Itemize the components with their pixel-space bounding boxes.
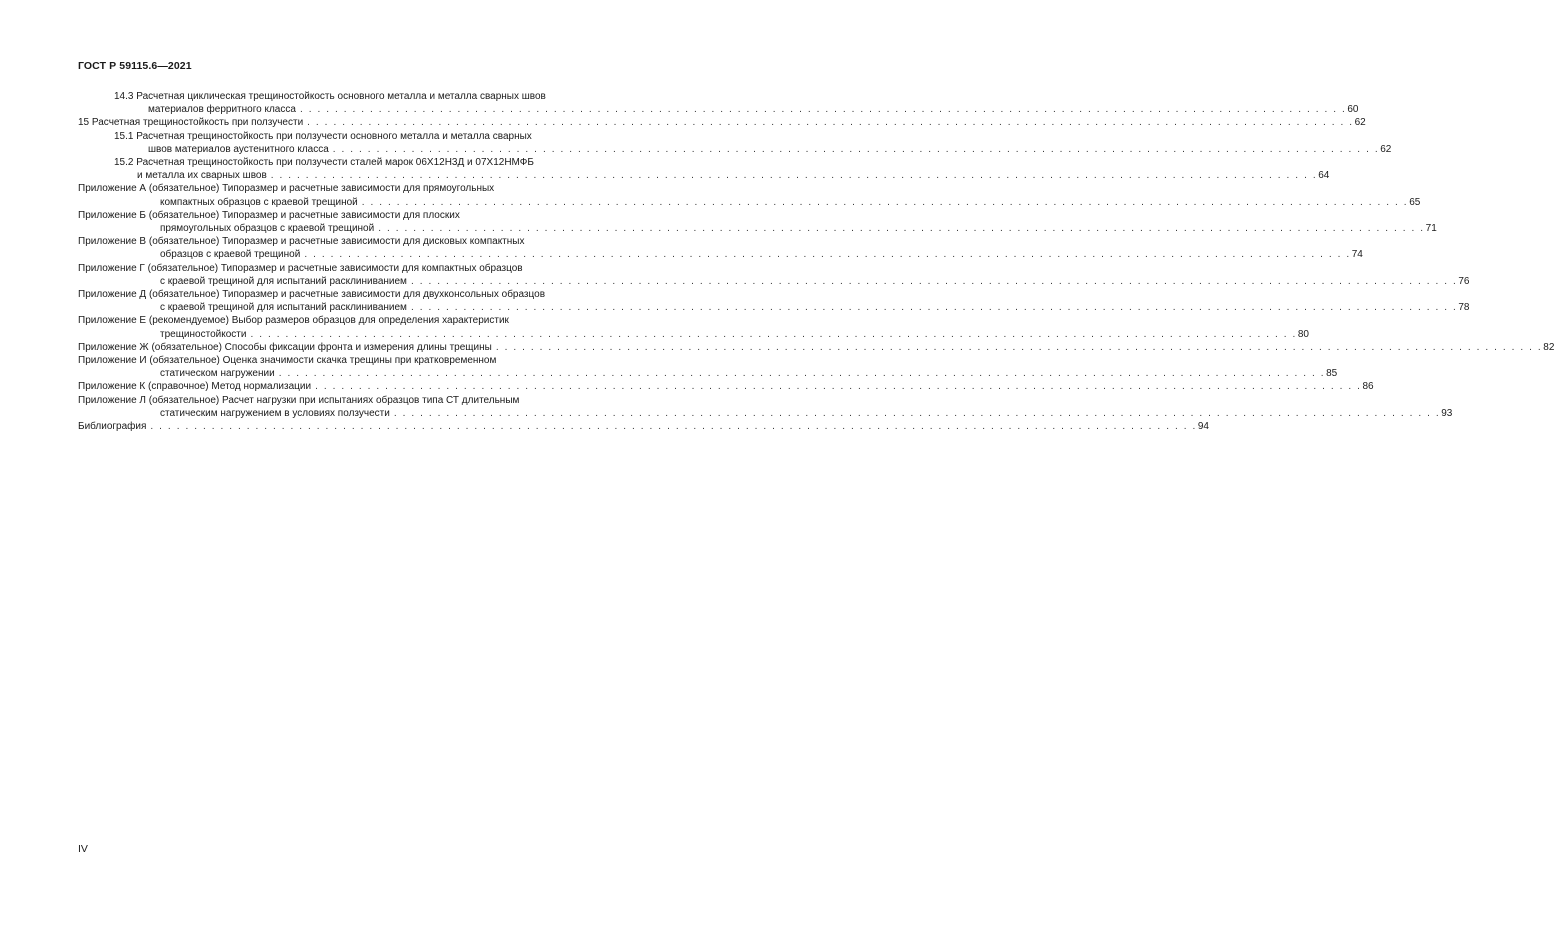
toc-page-number: 85 (1326, 368, 1338, 380)
toc-page-number: 64 (1318, 170, 1330, 182)
dot-leader: . . . . . . . . . . . . . . . . . . . . . . . . . . . . . . . . . . . . . . . . . . . . . . . . . . . . . . . . . . . . . . . . . . . . . . . . . . . . . . . . . . . . . . . . . . . . . . . . . . . . . . . . . . . . . . . . . . . . . . . . (378, 223, 1425, 235)
dot-leader: . . . . . . . . . . . . . . . . . . . . . . . . . . . . . . . . . . . . . . . . . . . . . . . . . . . . . . . . . . . . . . . . . . . . . . . . . . . . . . . . . . . . . . . . . . . . . . . . . . . . . . . . . . . . . . . . . . . . . . . . (410, 275, 1458, 287)
toc-entry-text: Приложение И (обязательное) Оценка значимости скачка трещины при кратковременном (78, 355, 497, 367)
toc-page-number: 93 (1441, 407, 1453, 419)
dot-leader: . . . . . . . . . . . . . . . . . . . . . . . . . . . . . . . . . . . . . . . . . . . . . . . . . . . . . . . . . . . . . . . . . . . . . . . . . . . . . . . . . . . . . . . . . . . . . . . . . . . . . . . . . . . . . . . . . . . . . . . . (307, 117, 1354, 129)
toc-entry-text: Приложение К (справочное) Метод нормализации (78, 381, 312, 393)
dot-leader: . . . . . . . . . . . . . . . . . . . . . . . . . . . . . . . . . . . . . . . . . . . . . . . . . . . . . . . . . . . . . . . . . . . . . . . . . . . . . . . . . . . . . . . . . . . . . . . . . . . . . . . . . . . . . . . . . . . . . . . . (250, 328, 1297, 340)
toc-page-number: 78 (1458, 302, 1470, 314)
toc-page-number: 60 (1347, 104, 1359, 116)
toc-entry-text: статическом нагружении (160, 368, 275, 380)
toc-entry-text: трещиностойкости (160, 328, 247, 340)
dot-leader: . . . . . . . . . . . . . . . . . . . . . . . . . . . . . . . . . . . . . . . . . . . . . . . . . . . . . . . . . . . . . . . . . . . . . . . . . . . . . . . . . . . . . . . . . . . . . . . . . . . . . . . . . . . . . . . . . . . . . . . . (270, 170, 1318, 182)
dot-leader: . . . . . . . . . . . . . . . . . . . . . . . . . . . . . . . . . . . . . . . . . . . . . . . . . . . . . . . . . . . . . . . . . . . . . . . . . . . . . . . . . . . . . . . . . . . . . . . . . . . . . . . . . . . . . . . . . . . . . . . . (304, 249, 1351, 261)
toc-entry-text: Приложение Е (рекомендуемое) Выбор размеров образцов для определения характеристик (78, 315, 509, 327)
toc-entry-text: Приложение А (обязательное) Типоразмер и расчетные зависимости для прямоугольных (78, 183, 495, 195)
toc-entry[interactable] (78, 156, 1330, 182)
dot-leader: . . . . . . . . . . . . . . . . . . . . . . . . . . . . . . . . . . . . . . . . . . . . . . . . . . . . . . . . . . . . . . . . . . . . . . . . . . . . . . . . . . . . . . . . . . . . . . . . . . . . . . . . . . . . . . . . . . . . . . . . (393, 407, 1441, 419)
toc-entry[interactable] (78, 314, 1309, 340)
toc-entry-text: Приложение В (обязательное) Типоразмер и расчетные зависимости для дисковых компактных (78, 236, 525, 248)
dot-leader: . . . . . . . . . . . . . . . . . . . . . . . . . . . . . . . . . . . . . . . . . . . . . . . . . . . . . . . . . . . . . . . . . . . . . . . . . . . . . . . . . . . . . . . . . . . . . . . . . . . . . . . . . . . . . . . . . . . . . . . . (299, 104, 1347, 116)
toc-entry-text: прямоугольных образцов с краевой трещиной (160, 223, 375, 235)
toc-page-number: 86 (1362, 381, 1374, 393)
toc-entry-text: образцов с краевой трещиной (160, 249, 301, 261)
toc-entry-text: 15.2 Расчетная трещиностойкость при ползучести сталей марок 06Х12Н3Д и 07Х12НМФБ (114, 157, 534, 169)
toc-entry-text: с краевой трещиной для испытаний расклиниванием (160, 302, 407, 314)
dot-leader: . . . . . . . . . . . . . . . . . . . . . . . . . . . . . . . . . . . . . . . . . . . . . . . . . . . . . . . . . . . . . . . . . . . . . . . . . . . . . . . . . . . . . . . . . . . . . . . . . . . . . . . . . . . . . . . . . . . . . . . . (495, 341, 1543, 353)
toc-page-number: 76 (1458, 275, 1470, 287)
dot-leader: . . . . . . . . . . . . . . . . . . . . . . . . . . . . . . . . . . . . . . . . . . . . . . . . . . . . . . . . . . . . . . . . . . . . . . . . . . . . . . . . . . . . . . . . . . . . . . . . . . . . . . . . . . . . . . . . . . . . . . . . (278, 368, 1326, 380)
toc-page-number: 80 (1297, 328, 1309, 340)
toc-entry[interactable] (78, 420, 1209, 433)
toc-page-number: 65 (1409, 196, 1421, 208)
toc-entry-text: 15 Расчетная трещиностойкость при ползучести (78, 117, 304, 129)
toc-entry-text: с краевой трещиной для испытаний расклиниванием (160, 275, 407, 287)
toc-entry[interactable] (78, 394, 1453, 420)
toc-entry[interactable] (78, 182, 1421, 208)
dot-leader: . . . . . . . . . . . . . . . . . . . . . . . . . . . . . . . . . . . . . . . . . . . . . . . . . . . . . . . . . . . . . . . . . . . . . . . . . . . . . . . . . . . . . . . . . . . . . . . . . . . . . . . . . . . . . . . . . . . . . . . . (150, 421, 1197, 433)
toc-entry-text: компактных образцов с краевой трещиной (160, 196, 358, 208)
toc-entry-text: 15.1 Расчетная трещиностойкость при ползучести основного металла и металла сварных (114, 130, 532, 142)
toc-entry[interactable] (78, 235, 1363, 261)
toc-entry[interactable] (78, 90, 1359, 116)
toc-entry-text: Библиография (78, 421, 147, 433)
toc-entry-text: Приложение Б (обязательное) Типоразмер и расчетные зависимости для плоских (78, 209, 460, 221)
dot-leader: . . . . . . . . . . . . . . . . . . . . . . . . . . . . . . . . . . . . . . . . . . . . . . . . . . . . . . . . . . . . . . . . . . . . . . . . . . . . . . . . . . . . . . . . . . . . . . . . . . . . . . . . . . . . . . . . . . . . . . . . (410, 302, 1458, 314)
toc-entry-text: Приложение Д (обязательное) Типоразмер и расчетные зависимости для двухконсольных образцов (78, 289, 546, 301)
table-of-contents (78, 90, 1554, 433)
toc-entry-text: швов материалов аустенитного класса (148, 143, 329, 155)
toc-entry-text: Приложение Ж (обязательное) Способы фиксации фронта и измерения длины трещины (78, 341, 492, 353)
toc-entry[interactable] (78, 341, 1554, 354)
toc-entry-text: и металла их сварных швов (137, 170, 267, 182)
toc-page-number: 71 (1425, 223, 1437, 235)
toc-entry[interactable] (78, 262, 1470, 288)
document-header: ГОСТ Р 59115.6—2021 (78, 60, 192, 72)
toc-entry[interactable] (78, 116, 1366, 129)
toc-entry[interactable] (78, 130, 1392, 156)
toc-entry-text: 14.3 Расчетная циклическая трещиностойкость основного металла и металла сварных швов (114, 91, 546, 102)
dot-leader: . . . . . . . . . . . . . . . . . . . . . . . . . . . . . . . . . . . . . . . . . . . . . . . . . . . . . . . . . . . . . . . . . . . . . . . . . . . . . . . . . . . . . . . . . . . . . . . . . . . . . . . . . . . . . . . . . . . . . . . . (315, 381, 1362, 393)
toc-page-number: 82 (1543, 341, 1554, 353)
toc-entry-text: материалов ферритного класса (148, 104, 296, 116)
toc-entry-text: Приложение Г (обязательное) Типоразмер и расчетные зависимости для компактных образцов (78, 262, 523, 274)
toc-entry[interactable] (78, 354, 1338, 380)
page-number: IV (78, 843, 88, 855)
toc-entry-text: Приложение Л (обязательное) Расчет нагрузки при испытаниях образцов типа СТ длительным (78, 394, 520, 406)
toc-entry[interactable] (78, 209, 1437, 235)
toc-page-number: 62 (1380, 143, 1392, 155)
dot-leader: . . . . . . . . . . . . . . . . . . . . . . . . . . . . . . . . . . . . . . . . . . . . . . . . . . . . . . . . . . . . . . . . . . . . . . . . . . . . . . . . . . . . . . . . . . . . . . . . . . . . . . . . . . . . . . . . . . . . . . . . (361, 196, 1409, 208)
toc-entry-text: статическим нагружением в условиях ползучести (160, 407, 390, 419)
toc-page-number: 74 (1351, 249, 1363, 261)
toc-page-number: 94 (1197, 421, 1209, 433)
dot-leader: . . . . . . . . . . . . . . . . . . . . . . . . . . . . . . . . . . . . . . . . . . . . . . . . . . . . . . . . . . . . . . . . . . . . . . . . . . . . . . . . . . . . . . . . . . . . . . . . . . . . . . . . . . . . . . . . . . . . . . . . (332, 143, 1380, 155)
toc-entry[interactable] (78, 380, 1374, 393)
toc-entry[interactable] (78, 288, 1470, 314)
toc-page-number: 62 (1354, 117, 1366, 129)
